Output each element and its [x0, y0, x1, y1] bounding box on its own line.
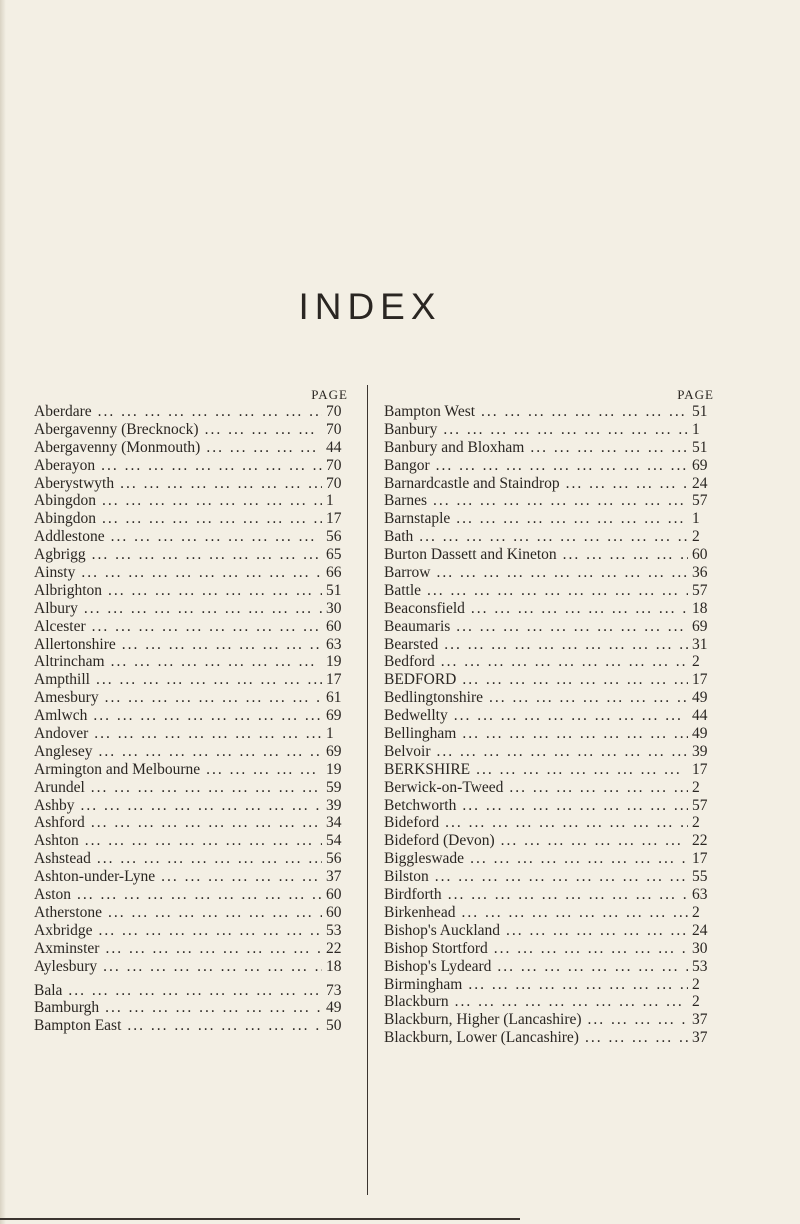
page-edge-shadow — [0, 0, 6, 1224]
leader-dots — [88, 725, 322, 743]
leader-dots — [524, 439, 688, 457]
leader-dots — [95, 457, 322, 475]
index-entry — [34, 958, 352, 976]
entry-name: Barnes — [384, 492, 428, 510]
entry-name: Bedlingtonshire — [384, 689, 484, 707]
entry-name: Andover — [34, 725, 89, 743]
leader-dots — [483, 689, 688, 707]
index-entry — [34, 982, 352, 1000]
leader-dots — [455, 904, 688, 922]
entry-name: Aberayon — [34, 456, 96, 474]
entry-name: Banbury — [384, 420, 438, 438]
index-entry — [34, 546, 352, 564]
index-entry — [384, 707, 718, 725]
entry-name: Ampthill — [34, 671, 90, 689]
index-entry — [34, 940, 352, 958]
index-entry — [384, 546, 718, 564]
entry-page-number: 57 — [692, 796, 708, 814]
leader-dots — [85, 814, 322, 832]
entry-page-number: 60 — [326, 903, 342, 921]
index-entry — [34, 421, 352, 439]
entry-name: Ashton — [34, 832, 79, 850]
entry-name: Battle — [384, 581, 422, 599]
entry-name: Ashford — [34, 814, 85, 832]
index-list-left — [34, 403, 352, 1035]
page-title: INDEX — [298, 286, 442, 327]
entry-name: Aberdare — [34, 403, 92, 420]
entry-name: Banbury and Bloxham — [384, 438, 525, 456]
entry-page-number: 2 — [692, 653, 700, 671]
entry-page-number: 30 — [692, 939, 708, 957]
entry-page-number: 49 — [692, 689, 708, 707]
entry-name: BEDFORD — [384, 671, 457, 689]
index-entry — [384, 618, 718, 636]
index-entry — [34, 564, 352, 582]
leader-dots — [464, 850, 688, 868]
index-entry — [34, 439, 352, 457]
index-entry — [34, 403, 352, 421]
entry-page-number: 69 — [692, 456, 708, 474]
entry-page-number: 17 — [326, 510, 342, 528]
index-entry — [34, 832, 352, 850]
index-entry — [384, 940, 718, 958]
entry-page-number: 17 — [692, 850, 708, 868]
index-entry — [384, 653, 718, 671]
entry-page-number: 60 — [326, 886, 342, 904]
entry-name: Abergavenny (Monmouth) — [34, 438, 201, 456]
index-entry — [384, 976, 718, 994]
index-entry — [34, 653, 352, 671]
entry-name: Birdforth — [384, 886, 442, 904]
entry-name: Bilston — [384, 868, 429, 886]
entry-page-number: 44 — [326, 438, 342, 456]
entry-page-number: 2 — [692, 993, 700, 1011]
index-entry — [34, 600, 352, 618]
leader-dots — [102, 582, 322, 600]
leader-dots — [579, 1029, 688, 1047]
entry-name: Barnstaple — [384, 510, 451, 528]
entry-page-number: 2 — [692, 903, 700, 921]
entry-page-number: 1 — [692, 420, 700, 438]
entry-name: Belvoir — [384, 742, 431, 760]
leader-dots — [557, 546, 688, 564]
entry-page-number: 2 — [692, 814, 700, 832]
leader-dots — [456, 671, 688, 689]
entry-name: Anglesey — [34, 742, 93, 760]
entry-name: Ashstead — [34, 850, 91, 868]
index-entry — [34, 886, 352, 904]
index-entry — [384, 492, 718, 510]
entry-page-number: 2 — [692, 528, 700, 546]
index-entry — [34, 510, 352, 528]
index-entry — [384, 832, 718, 850]
leader-dots — [450, 510, 688, 528]
entry-name: Armington and Melbourne — [34, 760, 201, 778]
entry-page-number: 57 — [692, 581, 708, 599]
entry-name: Beaumaris — [384, 617, 451, 635]
entry-page-number: 60 — [326, 617, 342, 635]
index-entry — [34, 689, 352, 707]
leader-dots — [199, 421, 322, 439]
entry-page-number: 66 — [326, 564, 342, 582]
entry-name: Agbrigg — [34, 546, 86, 564]
leader-dots — [491, 958, 688, 976]
index-entry — [384, 1011, 718, 1029]
leader-dots — [99, 999, 322, 1017]
entry-name: Bath — [384, 528, 414, 546]
entry-page-number: 30 — [326, 599, 342, 617]
bottom-rule — [0, 1218, 520, 1220]
index-entry — [384, 850, 718, 868]
page-column-header: PAGE — [677, 387, 714, 402]
entry-page-number: 22 — [326, 939, 342, 957]
entry-name: Blackburn, Lower (Lancashire) — [384, 1029, 579, 1047]
entry-page-number: 53 — [326, 921, 342, 939]
leader-dots — [200, 439, 322, 457]
leader-dots — [500, 922, 688, 940]
leader-dots — [413, 528, 688, 546]
page-column-header: PAGE — [311, 387, 348, 402]
index-entry — [34, 492, 352, 510]
index-entry — [384, 671, 718, 689]
entry-name: Betchworth — [384, 796, 457, 814]
index-entry — [34, 457, 352, 475]
index-entry — [384, 600, 718, 618]
entry-name: Abingdon — [34, 492, 96, 510]
leader-dots — [86, 618, 322, 636]
entry-name: Bideford — [384, 814, 440, 832]
index-entry — [34, 618, 352, 636]
entry-page-number: 49 — [692, 725, 708, 743]
index-entry — [34, 707, 352, 725]
index-column-right — [384, 387, 718, 1047]
entry-name: Aylesbury — [34, 957, 98, 975]
entry-name: Atherstone — [34, 903, 103, 921]
entry-name: Bishop's Auckland — [384, 921, 501, 939]
entry-page-number: 63 — [326, 635, 342, 653]
index-entry — [34, 671, 352, 689]
leader-dots — [93, 922, 322, 940]
leader-dots — [85, 779, 322, 797]
index-entry — [384, 1029, 718, 1047]
entry-name: Altrincham — [34, 653, 105, 671]
entry-page-number: 60 — [692, 546, 708, 564]
leader-dots — [155, 868, 322, 886]
leader-dots — [91, 850, 322, 868]
entry-page-number: 17 — [692, 671, 708, 689]
leader-dots — [465, 600, 688, 618]
entry-name: Blackburn — [384, 993, 449, 1011]
entry-name: Ashton-under-Lyne — [34, 868, 156, 886]
entry-name: Birmingham — [384, 975, 463, 993]
entry-name: Barnardcastle and Staindrop — [384, 474, 560, 492]
entry-page-number: 37 — [692, 1029, 708, 1047]
entry-page-number: 24 — [692, 921, 708, 939]
index-entry — [34, 850, 352, 868]
index-entry — [384, 403, 718, 421]
index-entry — [384, 993, 718, 1011]
entry-name: Bearsted — [384, 635, 439, 653]
index-entry — [384, 868, 718, 886]
leader-dots — [99, 689, 322, 707]
leader-dots — [96, 510, 322, 528]
entry-page-number: 39 — [326, 796, 342, 814]
leader-dots — [495, 832, 688, 850]
index-entry — [34, 761, 352, 779]
index-entry — [34, 582, 352, 600]
entry-page-number: 1 — [326, 725, 334, 743]
entry-name: Biggleswade — [384, 850, 465, 868]
entry-page-number: 36 — [692, 564, 708, 582]
index-entry — [384, 743, 718, 761]
entry-name: Bellingham — [384, 725, 457, 743]
leader-dots — [430, 457, 688, 475]
index-entry — [34, 725, 352, 743]
index-entry — [34, 797, 352, 815]
index-list-right — [384, 403, 718, 1047]
leader-dots — [503, 779, 688, 797]
entry-page-number: 51 — [692, 438, 708, 456]
column-divider — [367, 385, 368, 1195]
entry-name: Berwick-on-Tweed — [384, 778, 504, 796]
entry-page-number: 56 — [326, 850, 342, 868]
leader-dots — [121, 1017, 322, 1035]
entry-page-number: 18 — [326, 957, 342, 975]
entry-page-number: 49 — [326, 999, 342, 1017]
entry-name: Bideford (Devon) — [384, 832, 495, 850]
entry-page-number: 2 — [692, 778, 700, 796]
leader-dots — [71, 886, 322, 904]
leader-dots — [79, 832, 322, 850]
leader-dots — [582, 1011, 688, 1029]
index-entry — [384, 958, 718, 976]
leader-dots — [114, 475, 322, 493]
index-entry — [384, 528, 718, 546]
leader-dots — [435, 653, 688, 671]
leader-dots — [427, 492, 688, 510]
entry-page-number: 34 — [326, 814, 342, 832]
entry-page-number: 65 — [326, 546, 342, 564]
entry-name: Ashby — [34, 796, 75, 814]
leader-dots — [431, 564, 689, 582]
entry-page-number: 17 — [326, 671, 342, 689]
index-entry — [384, 636, 718, 654]
leader-dots — [437, 421, 688, 439]
leader-dots — [421, 582, 688, 600]
leader-dots — [431, 743, 689, 761]
leader-dots — [442, 886, 688, 904]
entry-page-number: 50 — [326, 1017, 342, 1035]
leader-dots — [86, 546, 322, 564]
entry-page-number: 70 — [326, 420, 342, 438]
entry-name: Amlwch — [34, 707, 88, 725]
entry-page-number: 53 — [692, 957, 708, 975]
entry-page-number: 18 — [692, 599, 708, 617]
entry-page-number: 1 — [692, 510, 700, 528]
entry-name: Bala — [34, 981, 63, 999]
index-entry — [384, 779, 718, 797]
entry-name: Ainsty — [34, 564, 76, 582]
index-entry — [384, 439, 718, 457]
index-entry — [34, 743, 352, 761]
entry-page-number: 63 — [692, 886, 708, 904]
entry-page-number: 70 — [326, 474, 342, 492]
entry-page-number: 17 — [692, 760, 708, 778]
entry-name: Bishop Stortford — [384, 939, 488, 957]
entry-name: Blackburn, Higher (Lancashire) — [384, 1011, 582, 1029]
leader-dots — [439, 814, 688, 832]
entry-name: Arundel — [34, 778, 85, 796]
leader-dots — [116, 636, 322, 654]
entry-page-number: 19 — [326, 760, 342, 778]
entry-name: Bamburgh — [34, 999, 100, 1017]
leader-dots — [99, 940, 322, 958]
entry-page-number: 57 — [692, 492, 708, 510]
entry-name: BERKSHIRE — [384, 760, 471, 778]
index-entry — [34, 999, 352, 1017]
index-entry — [384, 421, 718, 439]
entry-name: Bangor — [384, 456, 430, 474]
leader-dots — [560, 475, 688, 493]
index-entry — [384, 510, 718, 528]
entry-name: Addlestone — [34, 528, 105, 546]
index-entry — [384, 797, 718, 815]
entry-name: Bampton West — [384, 403, 476, 420]
entry-page-number: 1 — [326, 492, 334, 510]
leader-dots — [90, 671, 322, 689]
index-entry — [384, 725, 718, 743]
entry-name: Barrow — [384, 564, 431, 582]
index-entry — [34, 475, 352, 493]
entry-name: Alcester — [34, 617, 86, 635]
entry-name: Aston — [34, 886, 72, 904]
index-entry — [384, 922, 718, 940]
leader-dots — [96, 492, 322, 510]
index-entry — [384, 475, 718, 493]
entry-page-number: 37 — [326, 868, 342, 886]
leader-dots — [102, 904, 322, 922]
leader-dots — [62, 982, 322, 1000]
leader-dots — [200, 761, 322, 779]
entry-page-number: 61 — [326, 689, 342, 707]
leader-dots — [456, 725, 688, 743]
entry-page-number: 51 — [326, 581, 342, 599]
entry-page-number: 44 — [692, 707, 708, 725]
entry-name: Albury — [34, 599, 78, 617]
entry-name: Axbridge — [34, 921, 93, 939]
index-entry — [34, 868, 352, 886]
leader-dots — [105, 528, 322, 546]
entry-name: Burton Dassett and Kineton — [384, 546, 557, 564]
entry-name: Bampton East — [34, 1017, 122, 1035]
index-entry — [34, 1017, 352, 1035]
index-entry — [34, 814, 352, 832]
index-entry — [384, 886, 718, 904]
leader-dots — [93, 743, 322, 761]
index-entry — [384, 457, 718, 475]
index-entry — [34, 528, 352, 546]
entry-name: Aberystwyth — [34, 474, 115, 492]
leader-dots — [87, 707, 322, 725]
entry-name: Bedwellty — [384, 707, 448, 725]
leader-dots — [429, 868, 688, 886]
leader-dots — [438, 636, 688, 654]
leader-dots — [92, 403, 322, 421]
index-entry — [34, 922, 352, 940]
entry-name: Abergavenny (Brecknock) — [34, 420, 199, 438]
index-entry — [384, 814, 718, 832]
index-entry — [384, 904, 718, 922]
entry-page-number: 69 — [692, 617, 708, 635]
index-column-left — [34, 387, 352, 1035]
entry-name: Allertonshire — [34, 635, 116, 653]
entry-page-number: 37 — [692, 1011, 708, 1029]
leader-dots — [78, 600, 322, 618]
leader-dots — [462, 976, 688, 994]
entry-page-number: 70 — [326, 456, 342, 474]
entry-name: Amesbury — [34, 689, 99, 707]
leader-dots — [450, 618, 688, 636]
entry-name: Birkenhead — [384, 903, 456, 921]
entry-name: Bishop's Lydeard — [384, 957, 492, 975]
entry-page-number: 31 — [692, 635, 708, 653]
entry-page-number: 56 — [326, 528, 342, 546]
entry-page-number: 69 — [326, 707, 342, 725]
leader-dots — [75, 564, 322, 582]
index-entry — [384, 761, 718, 779]
entry-page-number: 69 — [326, 742, 342, 760]
index-entry — [384, 689, 718, 707]
entry-name: Abingdon — [34, 510, 96, 528]
index-entry — [34, 636, 352, 654]
entry-page-number: 39 — [692, 742, 708, 760]
entry-page-number: 70 — [326, 403, 342, 420]
leader-dots — [105, 653, 322, 671]
entry-page-number: 19 — [326, 653, 342, 671]
index-entry — [384, 582, 718, 600]
index-entry — [34, 779, 352, 797]
leader-dots — [449, 993, 688, 1011]
leader-dots — [448, 707, 688, 725]
leader-dots — [97, 958, 322, 976]
entry-page-number: 2 — [692, 975, 700, 993]
entry-page-number: 22 — [692, 832, 708, 850]
entry-name: Albrighton — [34, 581, 103, 599]
entry-page-number: 59 — [326, 778, 342, 796]
entry-name: Axminster — [34, 939, 100, 957]
leader-dots — [456, 797, 688, 815]
entry-page-number: 73 — [326, 981, 342, 999]
entry-page-number: 54 — [326, 832, 342, 850]
index-entry — [34, 904, 352, 922]
entry-name: Bedford — [384, 653, 435, 671]
leader-dots — [470, 761, 688, 779]
entry-page-number: 55 — [692, 868, 708, 886]
leader-dots — [488, 940, 688, 958]
entry-name: Beaconsfield — [384, 599, 465, 617]
leader-dots — [74, 797, 322, 815]
entry-page-number: 51 — [692, 403, 708, 420]
index-entry — [384, 564, 718, 582]
leader-dots — [475, 403, 688, 421]
entry-page-number: 24 — [692, 474, 708, 492]
